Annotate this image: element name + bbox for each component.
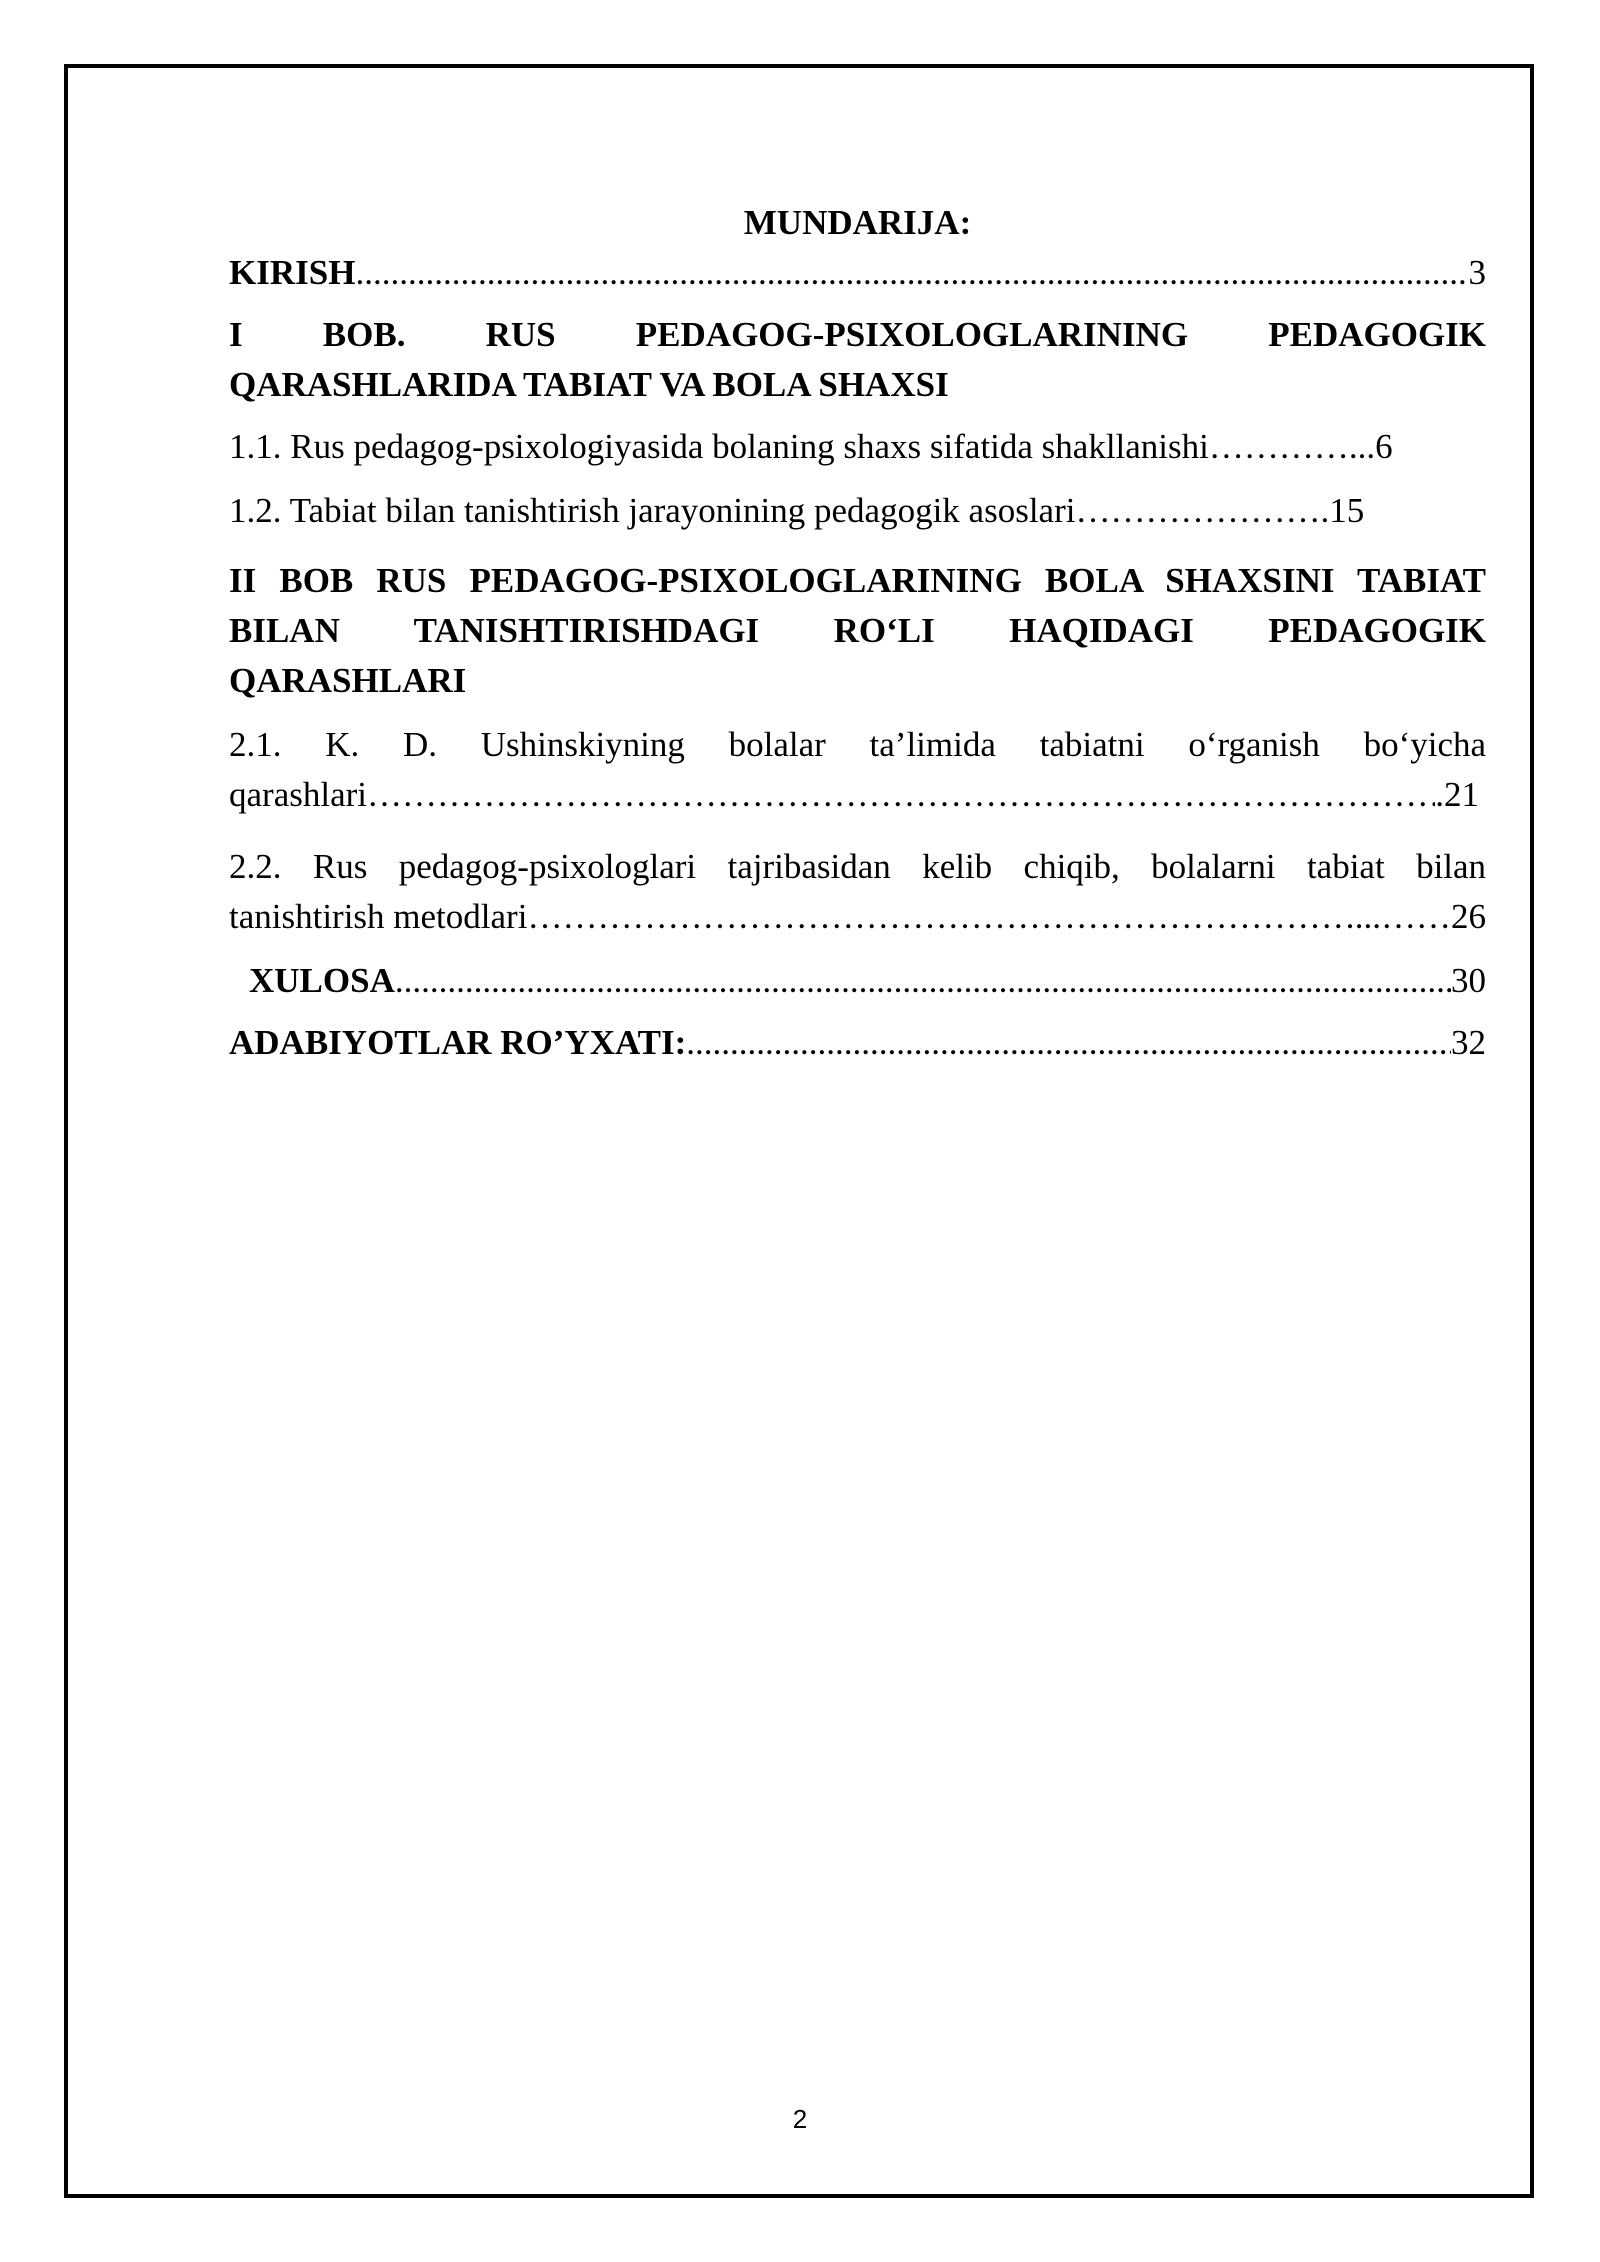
entry-word: bolalarni <box>1151 847 1276 886</box>
leader-dots <box>686 1018 1451 1068</box>
chapter-1-word: PEDAGOGIK <box>1268 315 1487 354</box>
toc-entry-page: 3 <box>1468 253 1486 292</box>
table-of-contents <box>229 198 1486 1068</box>
chapter-1-word: RUS <box>485 315 556 354</box>
chapter-2-word: PEDAGOGIK <box>1268 611 1487 650</box>
leader-dots <box>355 248 1468 298</box>
chapter-2-line-1: II BOB RUS PEDAGOG-PSIXOLOGLARINING BOLA SHAXSINI TABIAT <box>229 561 1486 600</box>
entry-word: D. <box>402 725 437 764</box>
entry-word: Ushinskiyning <box>480 725 685 764</box>
toc-entry-page: .21 <box>1435 775 1479 814</box>
leader-dots-tail: ...…… <box>1354 897 1451 936</box>
toc-chapter-2[interactable] <box>229 556 1486 706</box>
page-number: 2 <box>792 2104 808 2134</box>
chapter-1-line-1 <box>229 310 1486 360</box>
toc-entry-label: KIRISH <box>229 253 356 292</box>
toc-entry-adabiyotlar[interactable] <box>229 1018 1486 1068</box>
chapter-1-word: I <box>229 315 243 354</box>
entry-word: Rus <box>312 847 368 886</box>
leader-dots: …………………. <box>1075 491 1330 530</box>
leader-dots <box>395 956 1451 1006</box>
chapter-2-line-2 <box>229 606 1486 656</box>
entry-word: chiqib, <box>1023 847 1120 886</box>
entry-word: K. <box>325 725 360 764</box>
toc-chapter-1[interactable] <box>229 310 1486 410</box>
entry-word: bolalar <box>728 725 826 764</box>
chapter-1-word: BOB. <box>322 315 406 354</box>
leader-dots <box>527 892 1354 942</box>
entry-2-2-line-1 <box>229 842 1486 892</box>
toc-entry-page: 15 <box>1329 491 1365 530</box>
leader-dots: …………... <box>1208 427 1376 466</box>
toc-entry-page: 32 <box>1451 1023 1486 1062</box>
entry-word: o‘rganish <box>1188 725 1320 764</box>
entry-word: tajribasidan <box>727 847 891 886</box>
chapter-2-word: RO‘LI <box>833 611 935 650</box>
entry-word: tabiat <box>1306 847 1385 886</box>
entry-2-1-line-1 <box>229 720 1486 770</box>
chapter-2-word: TANISHTIRISHDAGI <box>413 611 760 650</box>
toc-entry-label: 1.1. Rus pedagog-psixologiyasida bolaning shaxs sifatida shakllanishi <box>229 427 1209 466</box>
toc-entry-label: 1.2. Tabiat bilan tanishtirish jarayonining pedagogik asoslari <box>229 491 1076 530</box>
toc-entry-xulosa[interactable] <box>229 956 1486 1006</box>
entry-word: bilan <box>1416 847 1487 886</box>
entry-word: tabiatni <box>1039 725 1145 764</box>
entry-word: 2.2. <box>229 847 282 886</box>
toc-entry-kirish[interactable] <box>229 248 1486 298</box>
entry-word: pedagog-psixologlari <box>398 847 697 886</box>
entry-word: ta’limida <box>869 725 996 764</box>
entry-2-2-line-2 <box>229 892 1486 942</box>
toc-entry-2-2[interactable] <box>229 842 1486 942</box>
chapter-2-line-3: QARASHLARI <box>229 661 467 700</box>
toc-entry-label: qarashlari <box>229 775 367 814</box>
chapter-2-word: BILAN <box>229 611 340 650</box>
toc-entry-page: 26 <box>1451 897 1486 936</box>
chapter-2-word: HAQIDAGI <box>1009 611 1194 650</box>
leader-dots <box>367 770 1435 820</box>
toc-entry-page: 6 <box>1375 427 1393 466</box>
toc-entry-page: 30 <box>1451 961 1486 1000</box>
toc-title: MUNDARIJA: <box>743 203 972 242</box>
toc-entry-1-1[interactable] <box>229 422 1486 472</box>
entry-word: kelib <box>922 847 993 886</box>
chapter-1-line-2: QARASHLARIDA TABIAT VA BOLA SHAXSI <box>229 365 949 404</box>
toc-entry-1-2[interactable] <box>229 486 1486 536</box>
entry-word: 2.1. <box>229 725 282 764</box>
toc-entry-label: XULOSA <box>249 961 395 1000</box>
entry-2-1-line-2 <box>229 770 1479 820</box>
toc-entry-label: ADABIYOTLAR RO’YXATI: <box>229 1023 687 1062</box>
chapter-1-word: PEDAGOG-PSIXOLOGLARINING <box>635 315 1189 354</box>
toc-entry-2-1[interactable] <box>229 720 1486 820</box>
entry-word: bo‘yicha <box>1363 725 1487 764</box>
toc-entry-label: tanishtirish metodlari <box>229 897 528 936</box>
